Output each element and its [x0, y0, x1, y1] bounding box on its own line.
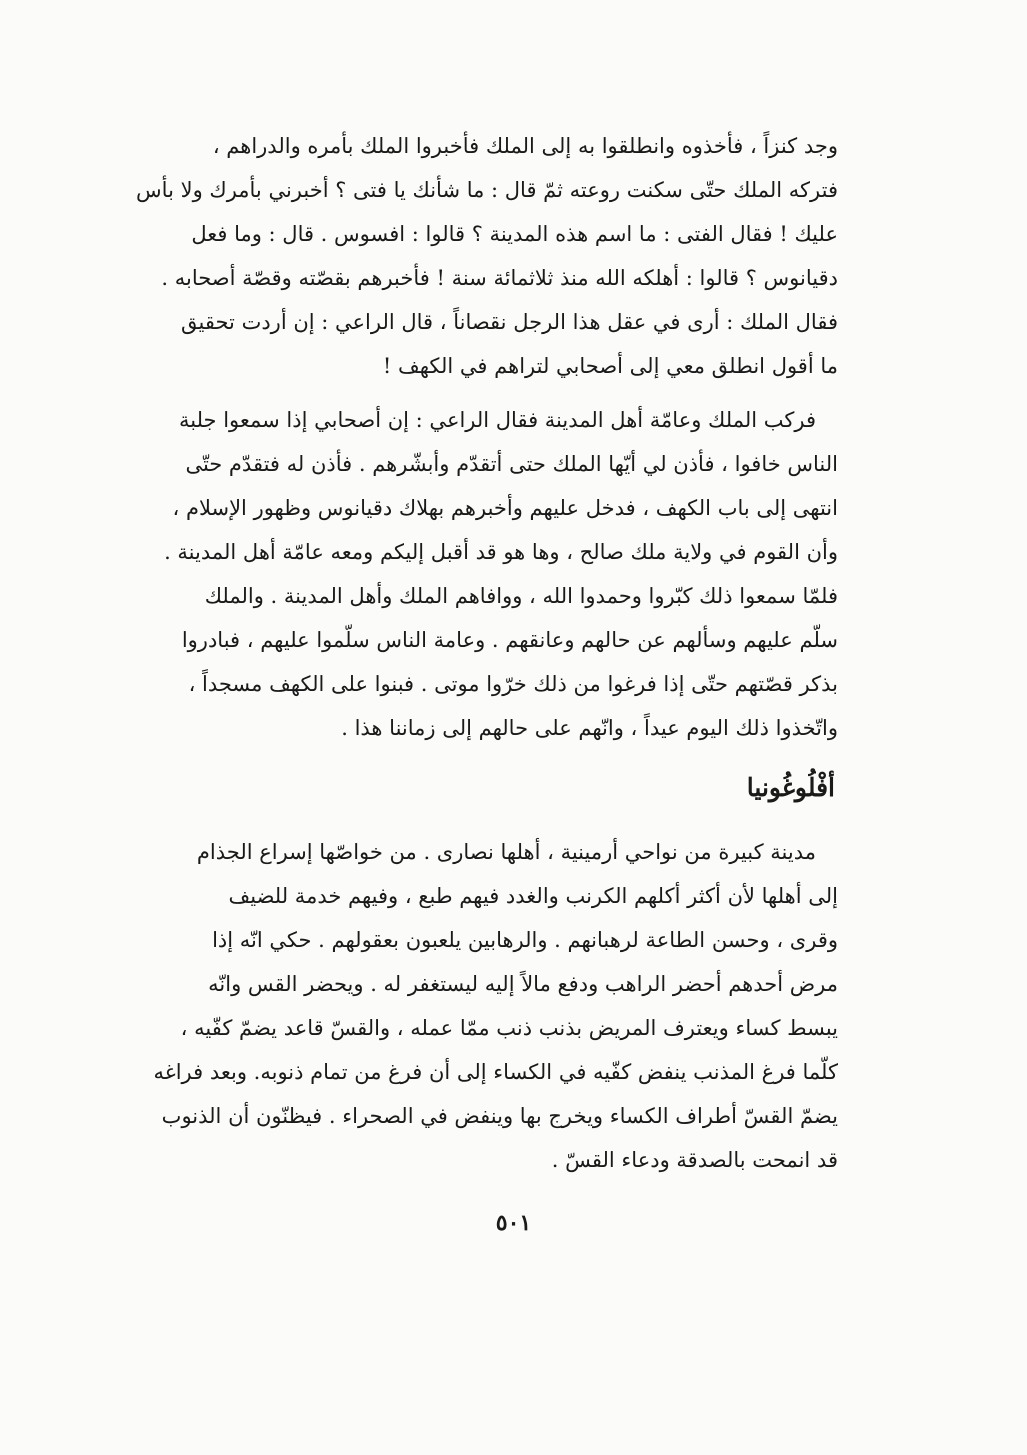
text-line: واتّخذوا ذلك اليوم عيداً ، وانّهم على حالهم إلى زماننا هذا . — [341, 716, 838, 740]
text-line: كلّما فرغ المذنب ينفض كفّيه في الكساء إلى أن فرغ من تمام ذنوبه. وبعد فراغه — [153, 1060, 838, 1084]
text-line: فتركه الملك حتّى سكنت روعته ثمّ قال : ما شأنك يا فتى ؟ أخبرني بأمرك ولا بأس — [136, 178, 838, 202]
text-line: مدينة كبيرة من نواحي أرمينية ، أهلها نصارى . من خواصّها إسراع الجذام — [196, 840, 816, 864]
section-heading: أفْلُوغُونيا — [746, 773, 835, 802]
text-line: يبسط كساء ويعترف المريض بذنب ذنب ممّا عمله ، والقسّ قاعد يضمّ كفّيه ، — [180, 1016, 838, 1040]
text-line: وقرى ، وحسن الطاعة لرهبانهم . والرهابين يلعبون بعقولهم . حكي انّه إذا — [212, 928, 838, 952]
text-line: فلمّا سمعوا ذلك كبّروا وحمدوا الله ، ووافاهم الملك وأهل المدينة . والملك — [204, 584, 838, 608]
text-line: بذكر قصّتهم حتّى إذا فرغوا من ذلك خرّوا موتى . فبنوا على الكهف مسجداً ، — [188, 672, 838, 696]
text-line: الناس خافوا ، فأذن لي أيّها الملك حتى أتقدّم وأبشّرهم . فأذن له فتقدّم حتّى — [185, 452, 838, 476]
paragraph-continuation — [120, 124, 838, 388]
text-line: قد انمحت بالصدقة ودعاء القسّ . — [551, 1148, 838, 1172]
text-line: إلى أهلها لأن أكثر أكلهم الكرنب والغدد فيهم طبع ، وفيهم خدمة للضيف — [228, 884, 838, 908]
page-number: ٥٠١ — [495, 1210, 532, 1236]
text-line: وأن القوم في ولاية ملك صالح ، وها هو قد أقبل إليكم ومعه عامّة أهل المدينة . — [164, 540, 838, 564]
text-line: وجد كنزاً ، فأخذوه وانطلقوا به إلى الملك فأخبروا الملك بأمره والدراهم ، — [212, 134, 838, 158]
text-line: سلّم عليهم وسألهم عن حالهم وعانقهم . وعامة الناس سلّموا عليهم ، فبادروا — [181, 628, 838, 652]
text-line: فركب الملك وعامّة أهل المدينة فقال الراعي : إن أصحابي إذا سمعوا جلبة — [178, 408, 816, 432]
paragraph-king-visit — [120, 398, 838, 750]
paragraph-city-description — [120, 830, 838, 1182]
text-line: يضمّ القسّ أطراف الكساء ويخرج بها وينفض في الصحراء . فيظنّون أن الذنوب — [161, 1104, 838, 1128]
text-line: فقال الملك : أرى في عقل هذا الرجل نقصاناً ، قال الراعي : إن أردت تحقيق — [181, 310, 838, 334]
text-line: ما أقول انطلق معي إلى أصحابي لتراهم في الكهف ! — [382, 354, 838, 378]
text-line: عليك ! فقال الفتى : ما اسم هذه المدينة ؟ قالوا : افسوس . قال : وما فعل — [191, 222, 838, 246]
text-line: دقيانوس ؟ قالوا : أهلكه الله منذ ثلاثمائة سنة ! فأخبرهم بقصّته وقصّة أصحابه . — [161, 266, 838, 290]
text-line: انتهى إلى باب الكهف ، فدخل عليهم وأخبرهم بهلاك دقيانوس وظهور الإسلام ، — [172, 496, 838, 520]
text-line: مرض أحدهم أحضر الراهب ودفع مالاً إليه ليستغفر له . ويحضر القس وانّه — [208, 972, 838, 996]
